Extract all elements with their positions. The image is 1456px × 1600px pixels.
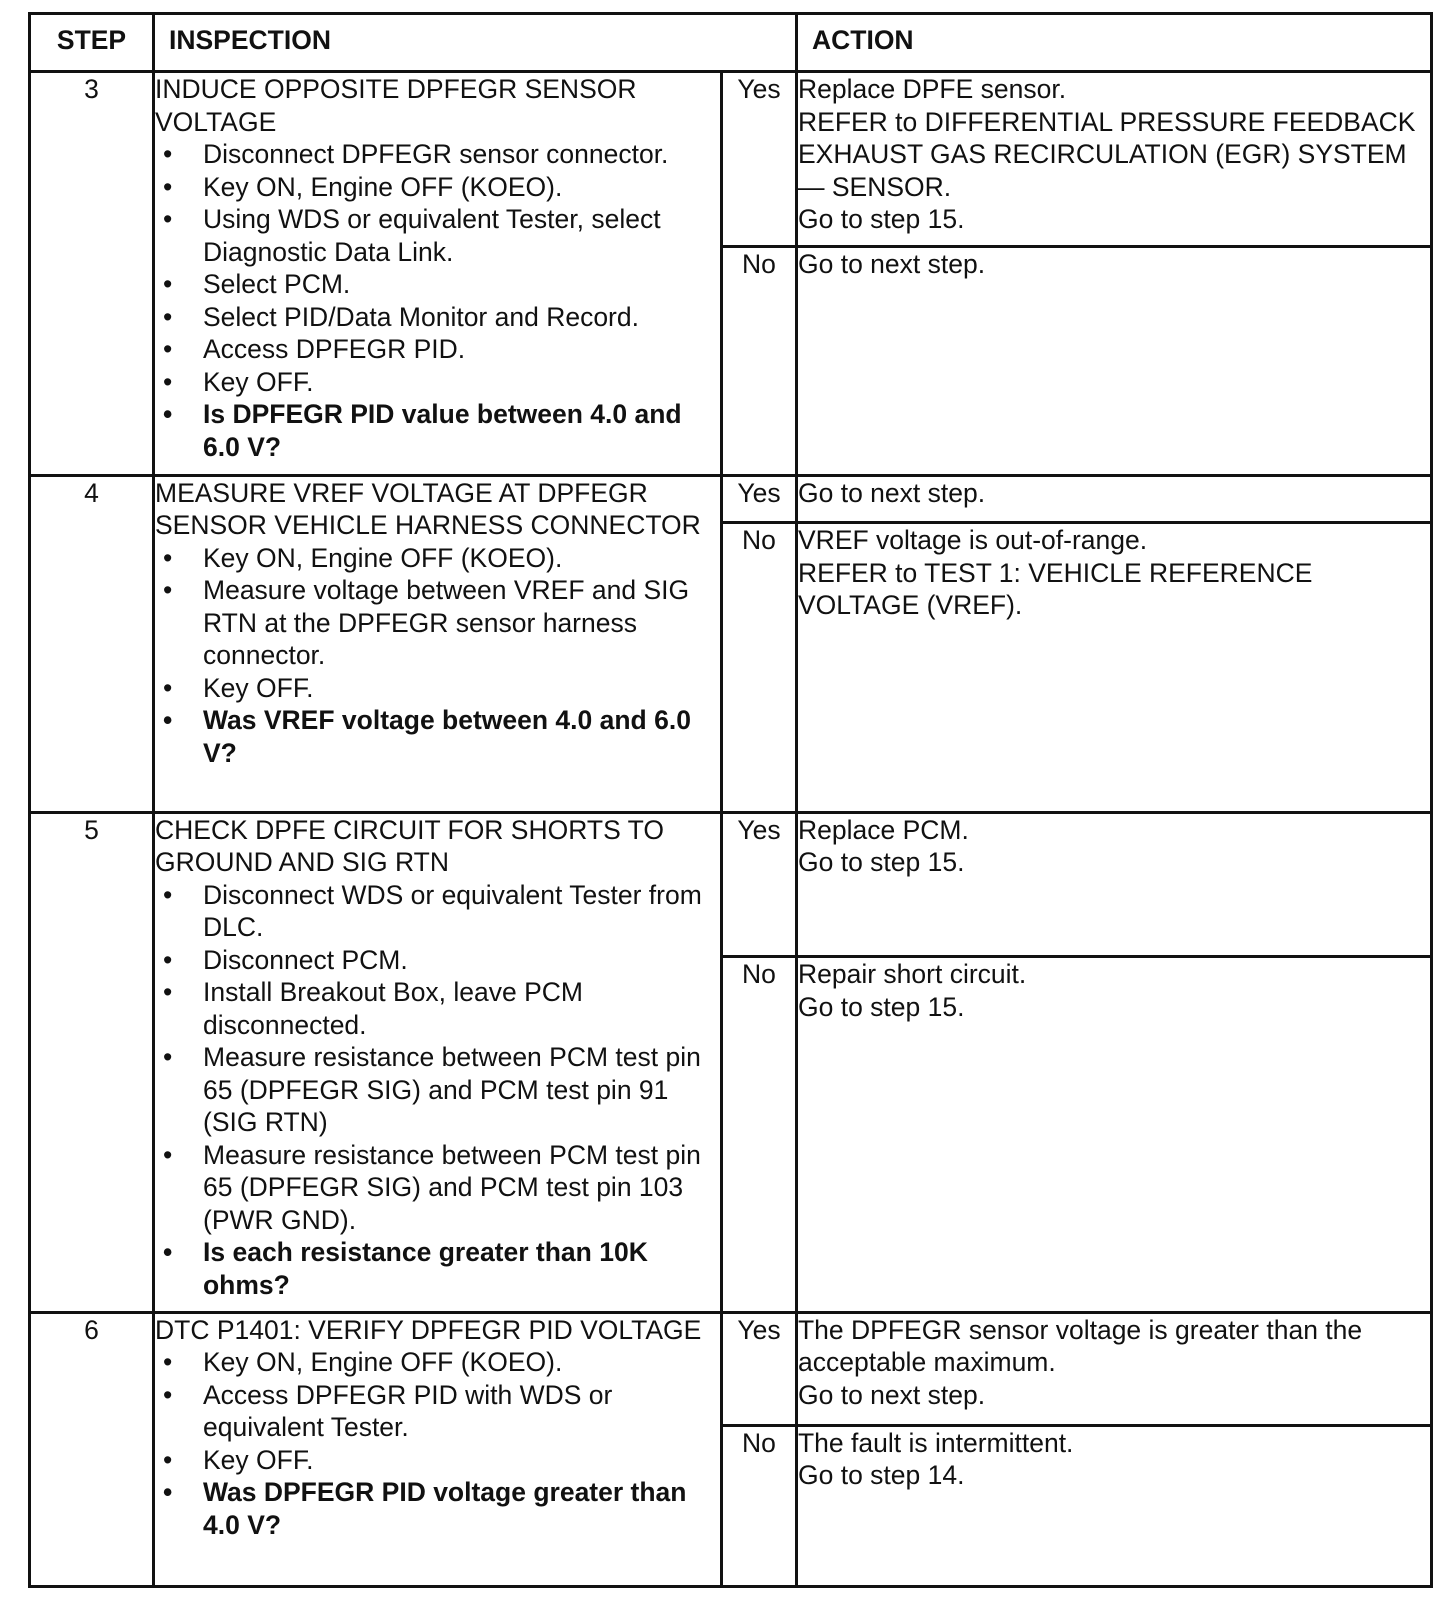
diagnostic-table	[28, 12, 1433, 1588]
inspection-cell	[154, 812, 722, 1312]
inspection-item: • Select PCM.	[155, 268, 720, 301]
no-action	[797, 957, 1432, 1313]
action-line: Repair short circuit.	[798, 959, 1027, 990]
yes-label: Yes	[722, 1312, 797, 1425]
yes-label: Yes	[722, 475, 797, 523]
yes-action	[797, 812, 1432, 956]
no-label: No	[722, 1425, 797, 1586]
inspection-title: INDUCE OPPOSITE DPFEGR SENSOR VOLTAGE	[155, 74, 637, 137]
inspection-item: • Access DPFEGR PID.	[155, 333, 720, 366]
action-line: Go to step 15.	[798, 204, 965, 234]
action-line: Go to next step.	[798, 1379, 986, 1410]
inspection-item: • Access DPFEGR PID with WDS or equivalent Tester.	[155, 1379, 720, 1444]
inspection-item: • Measure resistance between PCM test pin 65 (DPFEGR SIG) and PCM test pin 103 (PWR GND).	[155, 1139, 720, 1237]
header-action: ACTION	[797, 14, 1432, 72]
inspection-item: • Key OFF.	[155, 672, 720, 705]
action-line: The fault is intermittent.	[798, 1427, 1074, 1458]
action-line: The DPFEGR sensor voltage is greater than the acceptable maximum.	[798, 1314, 1363, 1378]
inspection-item: • Disconnect PCM.	[155, 944, 720, 977]
inspection-title: DTC P1401: VERIFY DPFEGR PID VOLTAGE	[155, 1314, 702, 1345]
header-row	[30, 14, 1432, 72]
inspection-item: • Install Breakout Box, leave PCM disconnected.	[155, 976, 720, 1041]
step-row-yes	[30, 72, 1432, 247]
inspection-cell	[154, 475, 722, 812]
step-row-yes	[30, 812, 1432, 956]
inspection-title: MEASURE VREF VOLTAGE AT DPFEGR SENSOR VEHICLE HARNESS CONNECTOR	[155, 477, 701, 541]
inspection-item: • Using WDS or equivalent Tester, select Diagnostic Data Link.	[155, 203, 720, 268]
no-label: No	[722, 957, 797, 1313]
inspection-list	[155, 138, 720, 463]
yes-label: Yes	[722, 72, 797, 247]
action-line: Go to step 14.	[798, 1460, 965, 1491]
step-row-yes	[30, 1312, 1432, 1425]
action-line: Go to next step.	[798, 249, 986, 280]
inspection-item: • Key ON, Engine OFF (KOEO).	[155, 542, 720, 575]
inspection-cell	[154, 1312, 722, 1586]
inspection-list	[155, 879, 720, 1302]
inspection-item: • Disconnect DPFEGR sensor connector.	[155, 138, 720, 171]
action-line: REFER to DIFFERENTIAL PRESSURE FEEDBACK EXHAUST GAS RECIRCULATION (EGR) SYSTEM — SENSOR.	[798, 106, 1416, 202]
yes-label: Yes	[722, 812, 797, 956]
inspection-question: • Is DPFEGR PID value between 4.0 and 6.0 V?	[155, 398, 720, 463]
inspection-cell	[154, 72, 722, 476]
no-action	[797, 247, 1432, 475]
no-label: No	[722, 523, 797, 812]
inspection-item: • Key OFF.	[155, 366, 720, 399]
action-line: Go to step 15.	[798, 847, 965, 878]
step-number: 4	[30, 475, 154, 812]
yes-action	[797, 475, 1432, 523]
action-line: Go to step 15.	[798, 991, 965, 1022]
step-number: 6	[30, 1312, 154, 1586]
inspection-list	[155, 1346, 720, 1541]
no-action	[797, 523, 1432, 812]
step-number: 5	[30, 812, 154, 1312]
step-number: 3	[30, 72, 154, 476]
inspection-item: • Disconnect WDS or equivalent Tester from DLC.	[155, 879, 720, 944]
inspection-title: CHECK DPFE CIRCUIT FOR SHORTS TO GROUND AND SIG RTN	[155, 814, 664, 878]
yes-action	[797, 1312, 1432, 1425]
inspection-item: • Measure resistance between PCM test pin 65 (DPFEGR SIG) and PCM test pin 91 (SIG RTN)	[155, 1041, 720, 1139]
action-line: REFER to TEST 1: VEHICLE REFERENCE VOLTAGE (VREF).	[798, 557, 1313, 621]
no-action	[797, 1425, 1432, 1586]
inspection-item: • Key OFF.	[155, 1444, 720, 1477]
yes-action	[797, 72, 1432, 247]
inspection-list	[155, 542, 720, 770]
inspection-item: • Key ON, Engine OFF (KOEO).	[155, 171, 720, 204]
action-line: Replace DPFE sensor.	[798, 74, 1067, 104]
inspection-item: • Measure voltage between VREF and SIG RTN at the DPFEGR sensor harness connector.	[155, 574, 720, 672]
action-line: Go to next step.	[798, 477, 986, 508]
inspection-question: • Is each resistance greater than 10K ohms?	[155, 1236, 720, 1301]
action-line: VREF voltage is out-of-range.	[798, 525, 1148, 556]
inspection-question: • Was VREF voltage between 4.0 and 6.0 V?	[155, 704, 720, 769]
header-inspection: INSPECTION	[154, 14, 797, 72]
header-step: STEP	[30, 14, 154, 72]
inspection-question: • Was DPFEGR PID voltage greater than 4.0 V?	[155, 1476, 720, 1541]
action-line: Replace PCM.	[798, 814, 969, 845]
inspection-item: • Select PID/Data Monitor and Record.	[155, 301, 720, 334]
step-row-yes	[30, 475, 1432, 523]
no-label: No	[722, 247, 797, 475]
inspection-item: • Key ON, Engine OFF (KOEO).	[155, 1346, 720, 1379]
